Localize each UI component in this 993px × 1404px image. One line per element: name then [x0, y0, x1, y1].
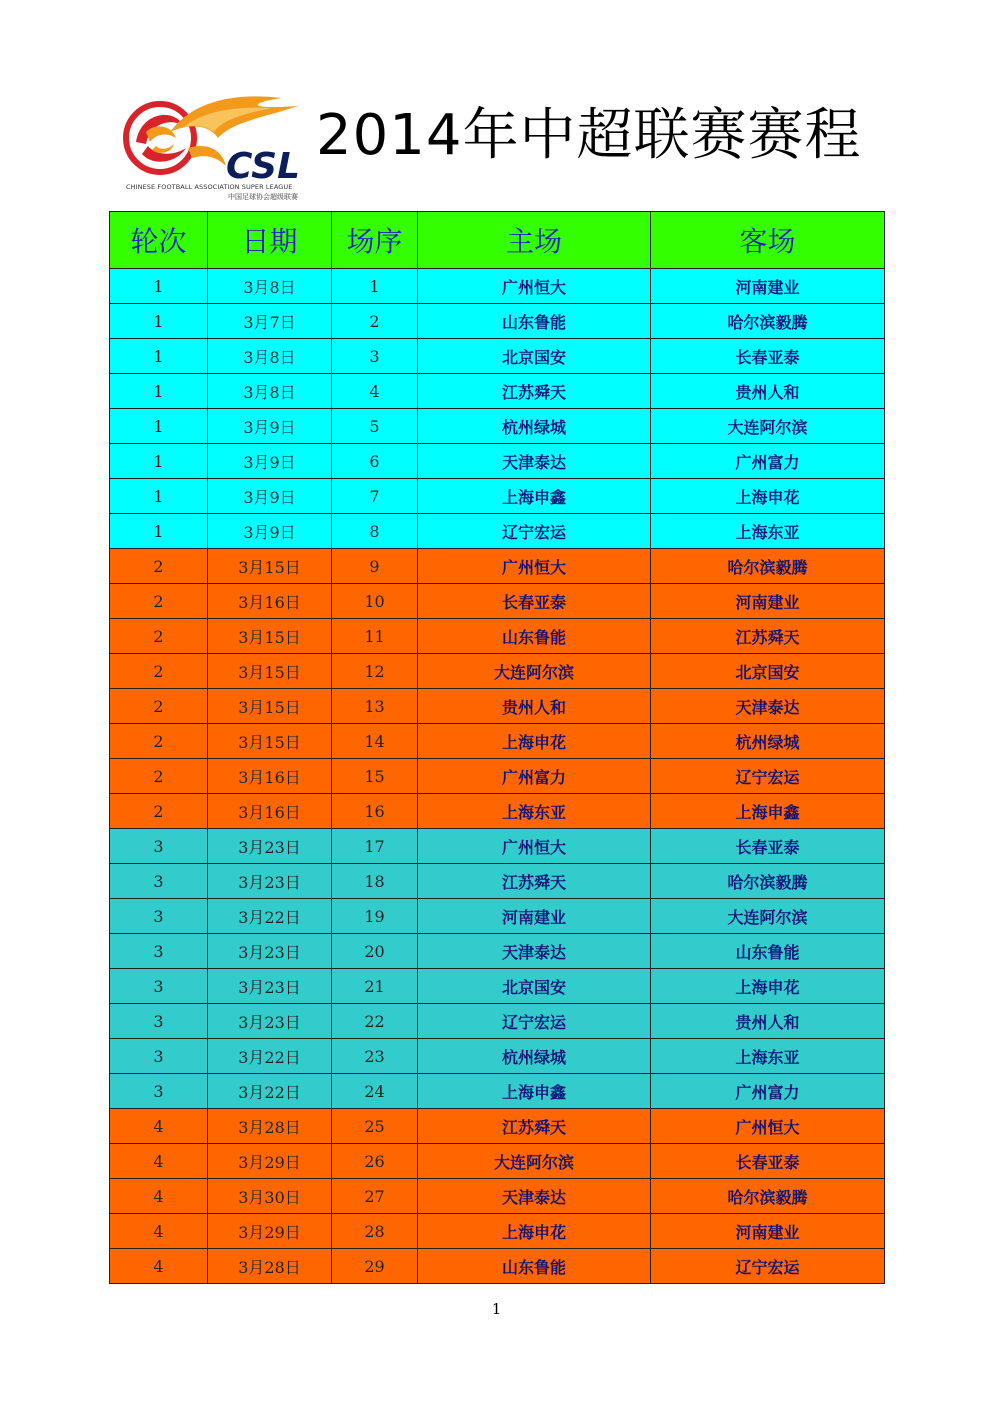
- cell-away-team: 广州富力: [651, 1074, 885, 1109]
- cell-round: 2: [110, 689, 208, 724]
- table-row: [110, 584, 885, 619]
- cell-home-team: 长春亚泰: [418, 584, 651, 619]
- csl-logo: [122, 92, 302, 204]
- cell-away-team: 广州富力: [651, 444, 885, 479]
- table-row: [110, 1179, 885, 1214]
- cell-round: 1: [110, 339, 208, 374]
- cell-away-team: 贵州人和: [651, 374, 885, 409]
- table-row: [110, 304, 885, 339]
- cell-seq: 14: [332, 724, 418, 759]
- cell-round: 1: [110, 479, 208, 514]
- header-home: 主场: [418, 212, 651, 269]
- cell-seq: 19: [332, 899, 418, 934]
- cell-date: 3月8日: [208, 374, 332, 409]
- cell-seq: 12: [332, 654, 418, 689]
- cell-seq: 3: [332, 339, 418, 374]
- cell-date: 3月22日: [208, 1039, 332, 1074]
- table-row: [110, 969, 885, 1004]
- cell-seq: 10: [332, 584, 418, 619]
- cell-round: 2: [110, 724, 208, 759]
- cell-round: 3: [110, 829, 208, 864]
- cell-date: 3月15日: [208, 689, 332, 724]
- cell-away-team: 北京国安: [651, 654, 885, 689]
- cell-away-team: 上海东亚: [651, 514, 885, 549]
- logo-chinese-text: 中国足球协会超级联赛: [228, 193, 298, 201]
- cell-home-team: 北京国安: [418, 969, 651, 1004]
- cell-seq: 2: [332, 304, 418, 339]
- table-row: [110, 689, 885, 724]
- cell-home-team: 天津泰达: [418, 934, 651, 969]
- cell-away-team: 大连阿尔滨: [651, 409, 885, 444]
- cell-round: 3: [110, 1004, 208, 1039]
- cell-date: 3月15日: [208, 724, 332, 759]
- cell-seq: 16: [332, 794, 418, 829]
- cell-date: 3月16日: [208, 759, 332, 794]
- cell-home-team: 贵州人和: [418, 689, 651, 724]
- header-seq: 场序: [332, 212, 418, 269]
- table-row: [110, 934, 885, 969]
- cell-away-team: 江苏舜天: [651, 619, 885, 654]
- cell-round: 2: [110, 549, 208, 584]
- table-row: [110, 479, 885, 514]
- cell-date: 3月29日: [208, 1144, 332, 1179]
- table-row: [110, 374, 885, 409]
- cell-away-team: 长春亚泰: [651, 829, 885, 864]
- cell-round: 3: [110, 1039, 208, 1074]
- cell-away-team: 长春亚泰: [651, 339, 885, 374]
- cell-date: 3月29日: [208, 1214, 332, 1249]
- cell-round: 4: [110, 1144, 208, 1179]
- cell-home-team: 山东鲁能: [418, 1249, 651, 1284]
- cell-home-team: 辽宁宏运: [418, 514, 651, 549]
- cell-seq: 24: [332, 1074, 418, 1109]
- cell-round: 4: [110, 1249, 208, 1284]
- cell-seq: 4: [332, 374, 418, 409]
- table-row: [110, 654, 885, 689]
- cell-home-team: 北京国安: [418, 339, 651, 374]
- cell-round: 4: [110, 1109, 208, 1144]
- cell-away-team: 哈尔滨毅腾: [651, 549, 885, 584]
- cell-home-team: 江苏舜天: [418, 374, 651, 409]
- cell-home-team: 江苏舜天: [418, 864, 651, 899]
- header-round: 轮次: [110, 212, 208, 269]
- cell-seq: 25: [332, 1109, 418, 1144]
- cell-home-team: 辽宁宏运: [418, 1004, 651, 1039]
- cell-seq: 23: [332, 1039, 418, 1074]
- cell-seq: 21: [332, 969, 418, 1004]
- table-row: [110, 829, 885, 864]
- cell-round: 1: [110, 514, 208, 549]
- cell-home-team: 上海申花: [418, 724, 651, 759]
- cell-seq: 20: [332, 934, 418, 969]
- cell-home-team: 天津泰达: [418, 444, 651, 479]
- schedule-body: [110, 269, 885, 1284]
- cell-date: 3月15日: [208, 654, 332, 689]
- table-row: [110, 899, 885, 934]
- cell-home-team: 广州恒大: [418, 829, 651, 864]
- cell-home-team: 上海申鑫: [418, 1074, 651, 1109]
- cell-date: 3月8日: [208, 269, 332, 304]
- cell-date: 3月28日: [208, 1109, 332, 1144]
- cell-round: 1: [110, 409, 208, 444]
- cell-date: 3月8日: [208, 339, 332, 374]
- cell-round: 2: [110, 619, 208, 654]
- table-row: [110, 339, 885, 374]
- cell-away-team: 贵州人和: [651, 1004, 885, 1039]
- table-row: [110, 794, 885, 829]
- cell-date: 3月16日: [208, 794, 332, 829]
- cell-seq: 18: [332, 864, 418, 899]
- cell-seq: 17: [332, 829, 418, 864]
- cell-seq: 29: [332, 1249, 418, 1284]
- table-row: [110, 1039, 885, 1074]
- cell-date: 3月23日: [208, 829, 332, 864]
- cell-away-team: 哈尔滨毅腾: [651, 304, 885, 339]
- table-row: [110, 619, 885, 654]
- table-row: [110, 1004, 885, 1039]
- cell-round: 1: [110, 444, 208, 479]
- cell-date: 3月9日: [208, 514, 332, 549]
- cell-away-team: 大连阿尔滨: [651, 899, 885, 934]
- cell-round: 1: [110, 269, 208, 304]
- cell-date: 3月23日: [208, 864, 332, 899]
- table-row: [110, 1249, 885, 1284]
- cell-date: 3月23日: [208, 934, 332, 969]
- cell-seq: 8: [332, 514, 418, 549]
- cell-date: 3月23日: [208, 969, 332, 1004]
- page-number: 1: [491, 1300, 502, 1318]
- cell-round: 2: [110, 654, 208, 689]
- cell-seq: 13: [332, 689, 418, 724]
- table-row: [110, 269, 885, 304]
- cell-round: 3: [110, 864, 208, 899]
- table-row: [110, 549, 885, 584]
- cell-home-team: 江苏舜天: [418, 1109, 651, 1144]
- cell-round: 3: [110, 899, 208, 934]
- cell-home-team: 广州富力: [418, 759, 651, 794]
- cell-away-team: 上海东亚: [651, 1039, 885, 1074]
- cell-seq: 26: [332, 1144, 418, 1179]
- cell-home-team: 大连阿尔滨: [418, 1144, 651, 1179]
- cell-home-team: 杭州绿城: [418, 1039, 651, 1074]
- cell-date: 3月30日: [208, 1179, 332, 1214]
- cell-home-team: 河南建业: [418, 899, 651, 934]
- cell-round: 1: [110, 374, 208, 409]
- cell-home-team: 山东鲁能: [418, 619, 651, 654]
- cell-round: 4: [110, 1179, 208, 1214]
- cell-home-team: 杭州绿城: [418, 409, 651, 444]
- cell-away-team: 上海申花: [651, 479, 885, 514]
- schedule-table: [109, 211, 885, 1284]
- cell-seq: 6: [332, 444, 418, 479]
- cell-seq: 7: [332, 479, 418, 514]
- cell-home-team: 上海申鑫: [418, 479, 651, 514]
- cell-round: 3: [110, 969, 208, 1004]
- cell-away-team: 哈尔滨毅腾: [651, 1179, 885, 1214]
- cell-round: 2: [110, 584, 208, 619]
- cell-away-team: 山东鲁能: [651, 934, 885, 969]
- cell-date: 3月23日: [208, 1004, 332, 1039]
- cell-round: 1: [110, 304, 208, 339]
- cell-home-team: 山东鲁能: [418, 304, 651, 339]
- table-row: [110, 409, 885, 444]
- cell-seq: 22: [332, 1004, 418, 1039]
- cell-date: 3月15日: [208, 619, 332, 654]
- cell-date: 3月9日: [208, 479, 332, 514]
- cell-round: 4: [110, 1214, 208, 1249]
- cell-away-team: 河南建业: [651, 269, 885, 304]
- cell-away-team: 上海申花: [651, 969, 885, 1004]
- table-row: [110, 724, 885, 759]
- cell-date: 3月28日: [208, 1249, 332, 1284]
- cell-away-team: 河南建业: [651, 1214, 885, 1249]
- cell-away-team: 杭州绿城: [651, 724, 885, 759]
- cell-date: 3月15日: [208, 549, 332, 584]
- cell-seq: 28: [332, 1214, 418, 1249]
- cell-home-team: 上海申花: [418, 1214, 651, 1249]
- cell-seq: 9: [332, 549, 418, 584]
- table-row: [110, 864, 885, 899]
- cell-seq: 11: [332, 619, 418, 654]
- table-row: [110, 1074, 885, 1109]
- table-row: [110, 1144, 885, 1179]
- cell-home-team: 天津泰达: [418, 1179, 651, 1214]
- cell-seq: 15: [332, 759, 418, 794]
- cell-away-team: 上海申鑫: [651, 794, 885, 829]
- header-date: 日期: [208, 212, 332, 269]
- table-row: [110, 514, 885, 549]
- cell-seq: 27: [332, 1179, 418, 1214]
- cell-date: 3月16日: [208, 584, 332, 619]
- cell-away-team: 广州恒大: [651, 1109, 885, 1144]
- cell-home-team: 上海东亚: [418, 794, 651, 829]
- cell-away-team: 哈尔滨毅腾: [651, 864, 885, 899]
- header-row: [110, 212, 885, 269]
- page-title: 2014年中超联赛赛程: [316, 103, 862, 168]
- cell-round: 2: [110, 759, 208, 794]
- cell-date: 3月22日: [208, 1074, 332, 1109]
- cell-home-team: 广州恒大: [418, 269, 651, 304]
- cell-date: 3月22日: [208, 899, 332, 934]
- cell-date: 3月9日: [208, 409, 332, 444]
- table-row: [110, 1109, 885, 1144]
- cell-home-team: 大连阿尔滨: [418, 654, 651, 689]
- header-away: 客场: [651, 212, 885, 269]
- cell-date: 3月7日: [208, 304, 332, 339]
- cell-round: 2: [110, 794, 208, 829]
- cell-away-team: 长春亚泰: [651, 1144, 885, 1179]
- cell-seq: 1: [332, 269, 418, 304]
- cell-seq: 5: [332, 409, 418, 444]
- cell-home-team: 广州恒大: [418, 549, 651, 584]
- logo-english-text: CHINESE FOOTBALL ASSOCIATION SUPER LEAGUE: [126, 183, 293, 191]
- cell-round: 3: [110, 934, 208, 969]
- table-row: [110, 1214, 885, 1249]
- cell-away-team: 天津泰达: [651, 689, 885, 724]
- cell-away-team: 辽宁宏运: [651, 759, 885, 794]
- table-row: [110, 444, 885, 479]
- cell-away-team: 河南建业: [651, 584, 885, 619]
- table-row: [110, 759, 885, 794]
- cell-away-team: 辽宁宏运: [651, 1249, 885, 1284]
- csl-wordmark: CSL: [226, 146, 301, 187]
- cell-round: 3: [110, 1074, 208, 1109]
- cell-date: 3月9日: [208, 444, 332, 479]
